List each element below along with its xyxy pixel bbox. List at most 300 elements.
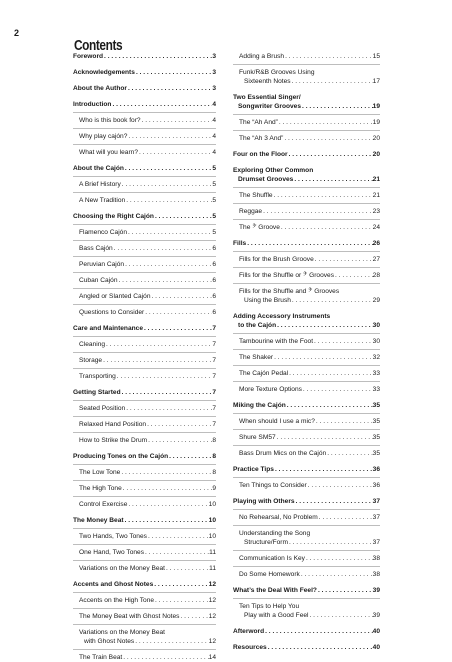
- toc-page-number: 21: [372, 176, 380, 183]
- toc-subsection-entry[interactable]: [233, 602, 380, 620]
- divider: [233, 349, 380, 350]
- divider: [73, 608, 216, 609]
- toc-section-entry[interactable]: [233, 150, 380, 159]
- toc-page-number: 12: [208, 597, 216, 604]
- toc-section-entry[interactable]: [233, 586, 380, 595]
- toc-subsection-entry[interactable]: [233, 369, 380, 378]
- toc-entry-title: Exploring Other Common: [233, 167, 314, 174]
- toc-section-entry[interactable]: [73, 516, 216, 525]
- toc-section-entry[interactable]: [233, 465, 380, 474]
- toc-page-number: 24: [372, 224, 380, 231]
- toc-page-number: 6: [212, 277, 216, 284]
- toc-entry-title: Afterword: [233, 628, 265, 635]
- toc-entry-title: Resources: [233, 644, 267, 651]
- divider: [233, 251, 380, 252]
- dot-leader: [283, 134, 372, 143]
- toc-page-number: 6: [212, 261, 216, 268]
- dot-leader: [111, 100, 212, 109]
- toc-entry-title: The “Ah 3 And”: [239, 135, 284, 142]
- divider: [233, 114, 380, 115]
- toc-subsection-entry[interactable]: [233, 385, 380, 394]
- toc-entry-title: The Money Beat with Ghost Notes: [79, 613, 180, 620]
- dot-leader: [326, 449, 372, 458]
- divider: [73, 544, 216, 545]
- dot-leader: [120, 468, 212, 477]
- divider: [73, 352, 216, 353]
- dot-leader: [317, 586, 373, 595]
- divider: [233, 219, 380, 220]
- toc-subsection-entry[interactable]: [233, 433, 380, 442]
- toc-entry-title: Fills for the Shuffle and 𝄢 Grooves: [239, 288, 340, 295]
- toc-subsection-entry[interactable]: [233, 337, 380, 346]
- toc-page-number: 7: [212, 421, 216, 428]
- dot-leader: [264, 627, 373, 636]
- dot-leader: [102, 356, 212, 365]
- toc-entry-title: Reggae: [239, 208, 263, 215]
- dot-leader: [134, 637, 208, 646]
- toc-subsection-entry[interactable]: [73, 196, 216, 205]
- toc-page-number: 19: [372, 103, 380, 110]
- toc-entry-title: Adding Accessory Instruments: [233, 313, 331, 320]
- toc-subsection-entry[interactable]: [73, 260, 216, 269]
- divider: [73, 192, 216, 193]
- toc-section-entry[interactable]: [73, 84, 216, 93]
- toc-subsection-entry[interactable]: [233, 223, 380, 232]
- divider: [233, 429, 380, 430]
- divider: [73, 288, 216, 289]
- toc-entry-title: Miking the Cajón: [233, 402, 286, 409]
- toc-entry-title: Transporting: [79, 373, 116, 380]
- toc-subsection-entry[interactable]: [73, 116, 216, 125]
- divider: [73, 336, 216, 337]
- toc-page-number: 7: [212, 373, 216, 380]
- divider: [233, 477, 380, 478]
- toc-entry-title: A Brief History: [79, 181, 121, 188]
- toc-page-number: 29: [372, 297, 380, 304]
- toc-entry-title: Seated Position: [79, 405, 126, 412]
- toc-entry-title: What’s the Deal With Feel?: [233, 587, 317, 594]
- dot-leader: [273, 353, 373, 362]
- toc-page-number: 33: [372, 386, 380, 393]
- dot-leader: [165, 564, 209, 573]
- dot-leader: [288, 369, 373, 378]
- dot-leader: [143, 324, 212, 333]
- toc-entry-title: Cleaning: [79, 341, 106, 348]
- toc-subsection-entry[interactable]: [73, 308, 216, 317]
- toc-entry-title: One Hand, Two Tones: [79, 549, 145, 556]
- dot-leader: [313, 337, 373, 346]
- toc-entry-title: About the Cajón: [73, 165, 124, 172]
- dot-leader: [314, 255, 373, 264]
- toc-entry-title: Ten Things to Consider: [239, 482, 307, 489]
- toc-entry-title: Fills: [233, 240, 247, 247]
- dot-leader: [293, 175, 372, 184]
- toc-subsection-entry[interactable]: [73, 548, 216, 557]
- dot-leader: [147, 532, 209, 541]
- toc-subsection-entry[interactable]: [233, 191, 380, 200]
- toc-entry-title-continued: Sixteenth Notes: [244, 78, 291, 85]
- toc-page-number: 4: [212, 117, 216, 124]
- toc-page-number: 7: [212, 405, 216, 412]
- toc-subsection-entry[interactable]: [233, 118, 380, 127]
- toc-subsection-entry[interactable]: [73, 500, 216, 509]
- toc-section-entry[interactable]: [73, 68, 216, 77]
- toc-subsection-entry[interactable]: [233, 68, 380, 86]
- divider: [233, 598, 380, 599]
- divider: [73, 480, 216, 481]
- dot-leader: [147, 436, 212, 445]
- toc-page-number: 23: [372, 208, 380, 215]
- toc-entry-title: The Shaker: [239, 354, 274, 361]
- toc-subsection-entry[interactable]: [73, 372, 216, 381]
- toc-page-number: 3: [212, 69, 216, 76]
- dot-leader: [179, 612, 208, 621]
- toc-page-number: 6: [212, 245, 216, 252]
- divider: [73, 176, 216, 177]
- toc-subsection-entry[interactable]: [233, 417, 380, 426]
- toc-entry-title: Accents on the High Tone: [79, 597, 155, 604]
- toc-page-number: 12: [208, 613, 216, 620]
- dot-leader: [267, 643, 373, 652]
- toc-section-entry[interactable]: [233, 166, 380, 184]
- toc-entry-title: When should I use a mic?: [239, 418, 315, 425]
- toc-subsection-entry[interactable]: [73, 340, 216, 349]
- toc-entry-title: Do Some Homework: [239, 571, 300, 578]
- toc-section-entry[interactable]: [233, 312, 380, 330]
- dot-leader: [288, 150, 373, 159]
- toc-entry-title: Care and Maintenance: [73, 325, 143, 332]
- toc-subsection-entry[interactable]: [73, 356, 216, 365]
- dot-leader: [138, 148, 212, 157]
- toc-page-number: 5: [212, 197, 216, 204]
- dot-leader: [116, 372, 213, 381]
- divider: [233, 130, 380, 131]
- toc-subsection-entry[interactable]: [73, 653, 216, 662]
- dot-leader: [318, 513, 373, 522]
- toc-entry-title: How to Strike the Drum: [79, 437, 148, 444]
- toc-subsection-entry[interactable]: [233, 570, 380, 579]
- dot-leader: [286, 401, 373, 410]
- toc-entry-title: Relaxed Hand Position: [79, 421, 147, 428]
- toc-subsection-entry[interactable]: [73, 628, 216, 646]
- toc-page-number: 37: [372, 498, 380, 505]
- toc-entry-title: What will you learn?: [79, 149, 139, 156]
- dot-leader: [291, 77, 373, 86]
- toc-entry-title: About the Author: [73, 85, 127, 92]
- toc-entry-title-continued: Songwriter Grooves: [238, 103, 302, 110]
- dot-leader: [262, 207, 373, 216]
- divider: [233, 381, 380, 382]
- dot-leader: [300, 570, 373, 579]
- divider: [233, 413, 380, 414]
- toc-page-number: 11: [209, 549, 216, 556]
- toc-page-number: 39: [372, 587, 380, 594]
- toc-subsection-entry[interactable]: [73, 244, 216, 253]
- toc-subsection-entry[interactable]: [233, 481, 380, 490]
- toc-subsection-entry[interactable]: [233, 134, 380, 143]
- toc-page-number: 39: [372, 612, 380, 619]
- toc-subsection-entry[interactable]: [233, 255, 380, 264]
- toc-entry-title: Introduction: [73, 101, 112, 108]
- divider: [73, 464, 216, 465]
- toc-page-number: 7: [212, 389, 216, 396]
- dot-leader: [144, 308, 212, 317]
- divider: [233, 64, 380, 65]
- toc-entry-title: Fills for the Brush Groove: [239, 256, 314, 263]
- toc-subsection-entry[interactable]: [73, 292, 216, 301]
- toc-entry-title: Playing with Others: [233, 498, 295, 505]
- dot-leader: [280, 223, 373, 232]
- divider: [73, 496, 216, 497]
- toc-subsection-entry[interactable]: [233, 52, 380, 61]
- toc-subsection-entry[interactable]: [73, 596, 216, 605]
- toc-page-number: 11: [209, 565, 216, 572]
- toc-subsection-entry[interactable]: [73, 276, 216, 285]
- toc-entry-title-continued: to the Cajón: [238, 322, 277, 329]
- dot-leader: [122, 653, 208, 662]
- dot-leader: [307, 481, 373, 490]
- dot-leader: [122, 484, 213, 493]
- dot-leader: [302, 385, 373, 394]
- toc-page-number: 36: [372, 466, 380, 473]
- toc-entry-title: Fills for the Shuffle or 𝄢 Grooves: [239, 272, 335, 279]
- dot-leader: [154, 596, 209, 605]
- toc-section-entry[interactable]: [233, 401, 380, 410]
- divider: [73, 224, 216, 225]
- dot-leader: [121, 388, 213, 397]
- divider: [233, 333, 380, 334]
- toc-entry-title: Storage: [79, 357, 103, 364]
- dot-leader: [127, 228, 212, 237]
- toc-entry-title: Why play cajón?: [79, 133, 128, 140]
- toc-page-number: 7: [212, 325, 216, 332]
- dot-leader: [274, 465, 373, 474]
- dot-leader: [301, 102, 373, 111]
- dot-leader: [124, 164, 212, 173]
- toc-subsection-entry[interactable]: [233, 287, 380, 305]
- divider: [73, 528, 216, 529]
- toc-subsection-entry[interactable]: [233, 529, 380, 547]
- toc-entry-title: Four on the Floor: [233, 151, 288, 158]
- toc-entry-title: Communication Is Key: [239, 555, 305, 562]
- toc-entry-title: Two Essential Singer/: [233, 94, 301, 101]
- dot-leader: [127, 500, 208, 509]
- divider: [73, 400, 216, 401]
- toc-entry-title-continued: Play with a Good Feel: [244, 612, 309, 619]
- toc-subsection-entry[interactable]: [73, 532, 216, 541]
- toc-entry-title: More Texture Options: [239, 386, 302, 393]
- toc-section-entry[interactable]: [233, 239, 380, 248]
- toc-subsection-entry[interactable]: [73, 228, 216, 237]
- toc-entry-title: Two Hands, Two Tones: [79, 533, 147, 540]
- toc-entry-title: Bass Cajón: [79, 245, 113, 252]
- divider: [73, 624, 216, 625]
- toc-page-number: 4: [212, 101, 216, 108]
- toc-page-number: 35: [372, 402, 380, 409]
- toc-subsection-entry[interactable]: [233, 353, 380, 362]
- divider: [233, 365, 380, 366]
- toc-page-number: 35: [372, 418, 380, 425]
- toc-entry-title: Control Exercise: [79, 501, 128, 508]
- toc-entry-title: Flamenco Cajón: [79, 229, 128, 236]
- toc-entry-title: The Shuffle: [239, 192, 273, 199]
- toc-section-entry[interactable]: [73, 580, 216, 589]
- toc-page-number: 35: [372, 450, 380, 457]
- toc-section-entry[interactable]: [233, 643, 380, 652]
- toc-section-entry[interactable]: [233, 93, 380, 111]
- toc-page-number: 33: [372, 370, 380, 377]
- toc-page-number: 30: [372, 322, 380, 329]
- toc-page-number: 7: [212, 341, 216, 348]
- toc-section-entry[interactable]: [233, 627, 380, 636]
- toc-section-entry[interactable]: [73, 388, 216, 397]
- dot-leader: [273, 191, 373, 200]
- toc-page-number: 27: [372, 256, 380, 263]
- toc-section-entry[interactable]: [73, 452, 216, 461]
- toc-subsection-entry[interactable]: [233, 271, 380, 280]
- toc-page-number: 35: [372, 434, 380, 441]
- toc-page-number: 37: [372, 514, 380, 521]
- dot-leader: [309, 611, 373, 620]
- toc-page-number: 5: [212, 213, 216, 220]
- toc-subsection-entry[interactable]: [73, 436, 216, 445]
- divider: [73, 592, 216, 593]
- toc-page-number: 3: [212, 85, 216, 92]
- dot-leader: [288, 538, 373, 547]
- toc-page-number: 28: [372, 272, 380, 279]
- toc-subsection-entry[interactable]: [233, 513, 380, 522]
- dot-leader: [141, 116, 213, 125]
- toc-subsection-entry[interactable]: [73, 612, 216, 621]
- dot-leader: [276, 433, 373, 442]
- toc-page-number: 10: [208, 517, 216, 524]
- divider: [233, 445, 380, 446]
- toc-page-number: 8: [212, 469, 216, 476]
- dot-leader: [135, 68, 212, 77]
- toc-page-number: 7: [212, 357, 216, 364]
- toc-subsection-entry[interactable]: [73, 132, 216, 141]
- toc-subsection-entry[interactable]: [73, 468, 216, 477]
- toc-subsection-entry[interactable]: [233, 449, 380, 458]
- dot-leader: [124, 516, 209, 525]
- toc-entry-title: The “Ah And”: [239, 119, 278, 126]
- toc-entry-title: Adding a Brush: [239, 53, 285, 60]
- toc-page-number: 8: [212, 453, 216, 460]
- divider: [73, 144, 216, 145]
- toc-page-number: 10: [208, 501, 216, 508]
- toc-entry-title: Peruvian Cajón: [79, 261, 125, 268]
- divider: [73, 112, 216, 113]
- toc-page-number: 38: [372, 571, 380, 578]
- toc-entry-title: Understanding the Song: [239, 530, 311, 537]
- toc-page-number: 12: [208, 638, 216, 645]
- dot-leader: [168, 452, 212, 461]
- divider: [73, 416, 216, 417]
- toc-subsection-entry[interactable]: [73, 484, 216, 493]
- dot-leader: [154, 212, 212, 221]
- toc-section-entry[interactable]: [233, 497, 380, 506]
- toc-entry-title: Angled or Slanted Cajón: [79, 293, 151, 300]
- toc-section-entry[interactable]: [73, 324, 216, 333]
- toc-page-number: 15: [372, 53, 380, 60]
- toc-subsection-entry[interactable]: [73, 420, 216, 429]
- toc-entry-title: The Train Beat: [79, 654, 123, 661]
- toc-page-number: 20: [372, 135, 380, 142]
- toc-entry-title-continued: Structure/Form: [244, 539, 288, 546]
- toc-section-entry[interactable]: [73, 212, 216, 221]
- dot-leader: [113, 244, 213, 253]
- toc-subsection-entry[interactable]: [73, 564, 216, 573]
- dot-leader: [144, 548, 209, 557]
- toc-page-number: 32: [372, 354, 380, 361]
- toc-page-number: 9: [212, 485, 216, 492]
- toc-page-number: 6: [212, 309, 216, 316]
- toc-page-number: 6: [212, 293, 216, 300]
- toc-subsection-entry[interactable]: [73, 148, 216, 157]
- dot-leader: [125, 404, 212, 413]
- dot-leader: [103, 52, 212, 61]
- dot-leader: [118, 276, 213, 285]
- dot-leader: [105, 340, 212, 349]
- toc-page-number: 14: [208, 654, 216, 661]
- divider: [233, 566, 380, 567]
- divider: [233, 525, 380, 526]
- divider: [73, 128, 216, 129]
- dot-leader: [291, 296, 373, 305]
- toc-subsection-entry[interactable]: [73, 180, 216, 189]
- toc-entry-title: Choosing the Right Cajón: [73, 213, 154, 220]
- dot-leader: [334, 271, 373, 280]
- toc-page-number: 36: [372, 482, 380, 489]
- toc-entry-title: No Rehearsal, No Problem: [239, 514, 318, 521]
- toc-section-entry[interactable]: [73, 52, 216, 61]
- dot-leader: [127, 132, 212, 141]
- toc-page-number: 26: [372, 240, 380, 247]
- toc-page-number: 4: [212, 149, 216, 156]
- toc-page-number: 19: [372, 119, 380, 126]
- divider: [233, 267, 380, 268]
- divider: [73, 649, 216, 650]
- toc-page-number: 5: [212, 165, 216, 172]
- toc-page-number: 10: [208, 533, 216, 540]
- toc-entry-title: Bass Drum Mics on the Cajón: [239, 450, 327, 457]
- toc-section-entry[interactable]: [73, 164, 216, 173]
- toc-section-entry[interactable]: [73, 100, 216, 109]
- toc-subsection-entry[interactable]: [233, 207, 380, 216]
- toc-left-column: [73, 52, 216, 662]
- divider: [233, 203, 380, 204]
- toc-entry-title-continued: Drumset Grooves: [238, 176, 294, 183]
- toc-subsection-entry[interactable]: [73, 404, 216, 413]
- dot-leader: [150, 292, 212, 301]
- divider: [233, 283, 380, 284]
- divider: [73, 560, 216, 561]
- divider: [73, 368, 216, 369]
- toc-entry-title: Producing Tones on the Cajón: [73, 453, 169, 460]
- divider: [73, 272, 216, 273]
- toc-entry-title: Who is this book for?: [79, 117, 141, 124]
- toc-subsection-entry[interactable]: [233, 554, 380, 563]
- toc-entry-title: Acknowledgements: [73, 69, 135, 76]
- dot-leader: [121, 180, 213, 189]
- toc-page-number: 5: [212, 229, 216, 236]
- dot-leader: [315, 417, 373, 426]
- dot-leader: [276, 321, 373, 330]
- toc-page-number: 21: [372, 192, 380, 199]
- toc-entry-title: Foreword: [73, 53, 104, 60]
- divider: [73, 304, 216, 305]
- divider: [233, 509, 380, 510]
